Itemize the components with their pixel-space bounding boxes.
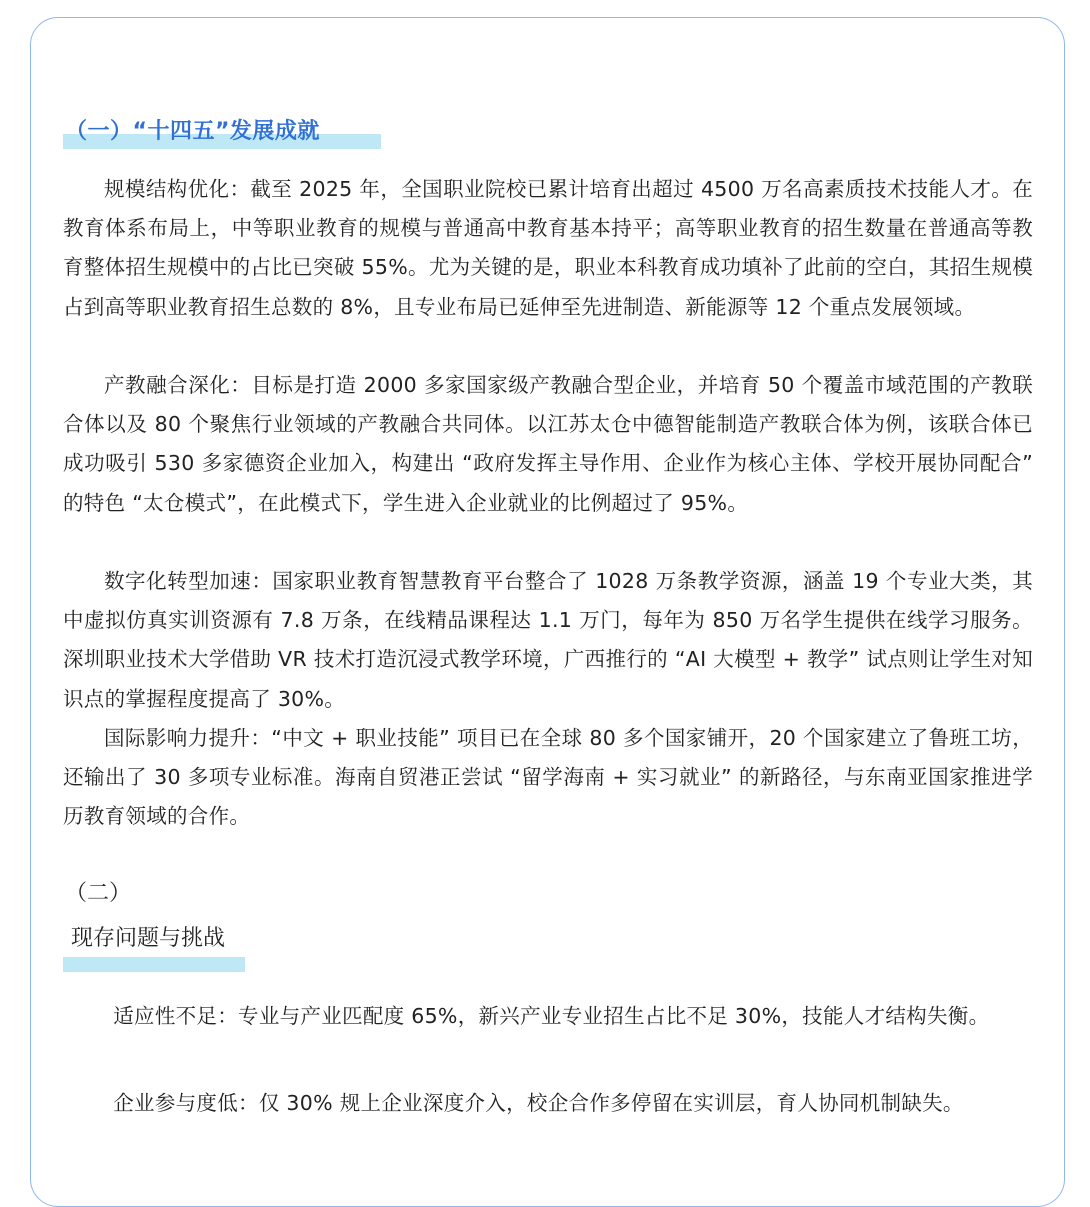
paragraph-international-influence: 国际影响力提升：“中文 + 职业技能” 项目已在全球 80 多个国家铺开，20 个国家建立了鲁班工坊，还输出了 30 多项专业标准。海南自贸港正尝试 “留学海南 + 实习就业” 的新路径，与东南亚国家推进学历教育领域的合作。 [63, 726, 1033, 829]
section2-heading-prefix: （二） [65, 881, 132, 906]
section1-heading [63, 114, 320, 145]
section1-heading-text: （一）“十四五”发展成就 [65, 119, 320, 144]
paragraph-scale-structure: 规模结构优化：截至 2025 年，全国职业院校已累计培育出超过 4500 万名高素质技术技能人才。在教育体系布局上，中等职业教育的规模与普通高中教育基本持平；高等职业教育的招生数量在普通高等教育整体招生规模中的占比已突破 55%。尤为关键的是，职业本科教育成功填补了此前的空白，其招生规模占到高等职业教育招生总数的 8%，且专业布局已延伸至先进制造、新能源等 12 个重点发展领域。 [63, 177, 1033, 319]
paragraph-digital-transformation: 数字化转型加速：国家职业教育智慧教育平台整合了 1028 万条教学资源，涵盖 19 个专业大类，其中虚拟仿真实训资源有 7.8 万条，在线精品课程达 1.1 万门，每年为 850 万名学生提供在线学习服务。深圳职业技术大学借助 VR 技术打造沉浸式教学环境，广西推行的 “AI 大模型 + 教学” 试点则让学生对知识点的掌握程度提高了 30%。 [63, 569, 1033, 711]
paragraph-industry-education: 产教融合深化：目标是打造 2000 多家国家级产教融合型企业，并培育 50 个覆盖市域范围的产教联合体以及 80 个聚焦行业领域的产教融合共同体。以江苏太仓中德智能制造产教联合体为例，该联合体已成功吸引 530 多家德资企业加入，构建出 “政府发挥主导作用、企业作为核心主体、学校开展协同配合” 的特色 “太仓模式”，在此模式下，学生进入企业就业的比例超过了 95%。 [63, 373, 1033, 515]
paragraph-enterprise-participation: 企业参与度低：仅 30% 规上企业深度介入，校企合作多停留在实训层，育人协同机制缺失。 [113, 1091, 964, 1115]
section2-heading-highlight [63, 957, 245, 972]
paragraph-adaptability: 适应性不足：专业与产业匹配度 65%，新兴产业专业招生占比不足 30%，技能人才结构失衡。 [113, 1004, 990, 1028]
section2-heading-text: 现存问题与挑战 [71, 926, 226, 951]
